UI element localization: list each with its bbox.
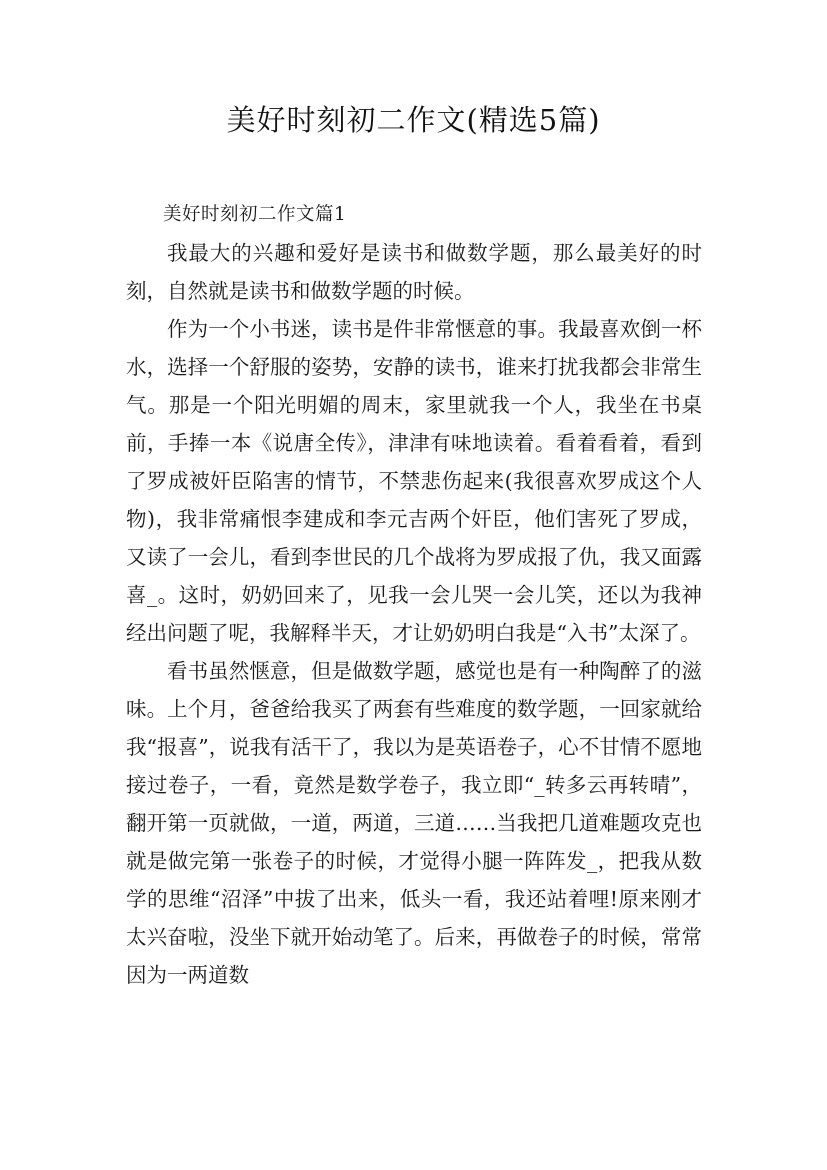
document-body xyxy=(126,196,702,994)
paragraph-3: 看书虽然惬意，但是做数学题，感觉也是有一种陶醉了的滋味。上个月，爸爸给我买了两套有些难度的数学题，一回家就给我“报喜”，说我有活干了，我以为是英语卷子，心不甘情不愿地接过卷子，一看，竟然是数学卷子，我立即“_转多云再转晴”，翻开第一页就做，一道，两道，三道……当我把几道难题攻克也就是做完第一张卷子的时候，才觉得小腿一阵阵发_，把我从数学的思维“沼泽”中拔了出来，低头一看，我还站着哩!原来刚才太兴奋啦，没坐下就开始动笔了。后来，再做卷子的时候，常常因为一两道数 xyxy=(126,659,702,987)
paragraph-1: 我最大的兴趣和爱好是读书和做数学题，那么最美好的时刻，自然就是读书和做数学题的时候。 xyxy=(126,241,702,303)
section-heading: 美好时刻初二作文篇1 xyxy=(163,204,347,225)
document-title: 美好时刻初二作文(精选5篇) xyxy=(226,103,601,137)
paragraph-2: 作为一个小书迷，读书是件非常惬意的事。我最喜欢倒一杯水，选择一个舒服的姿势，安静的读书，谁来打扰我都会非常生气。那是一个阳光明媚的周末，家里就我一个人，我坐在书桌前，手捧一本《说唐全传》，津津有味地读着。看着看着，看到了罗成被奸臣陷害的情节，不禁悲伤起来(我很喜欢罗成这个人物)，我非常痛恨李建成和李元吉两个奸臣，他们害死了罗成，又读了一会儿，看到李世民的几个战将为罗成报了仇，我又面露喜_。这时，奶奶回来了，见我一会儿哭一会儿笑，还以为我神经出问题了呢，我解释半天，才让奶奶明白我是“入书”太深了。 xyxy=(126,317,702,645)
